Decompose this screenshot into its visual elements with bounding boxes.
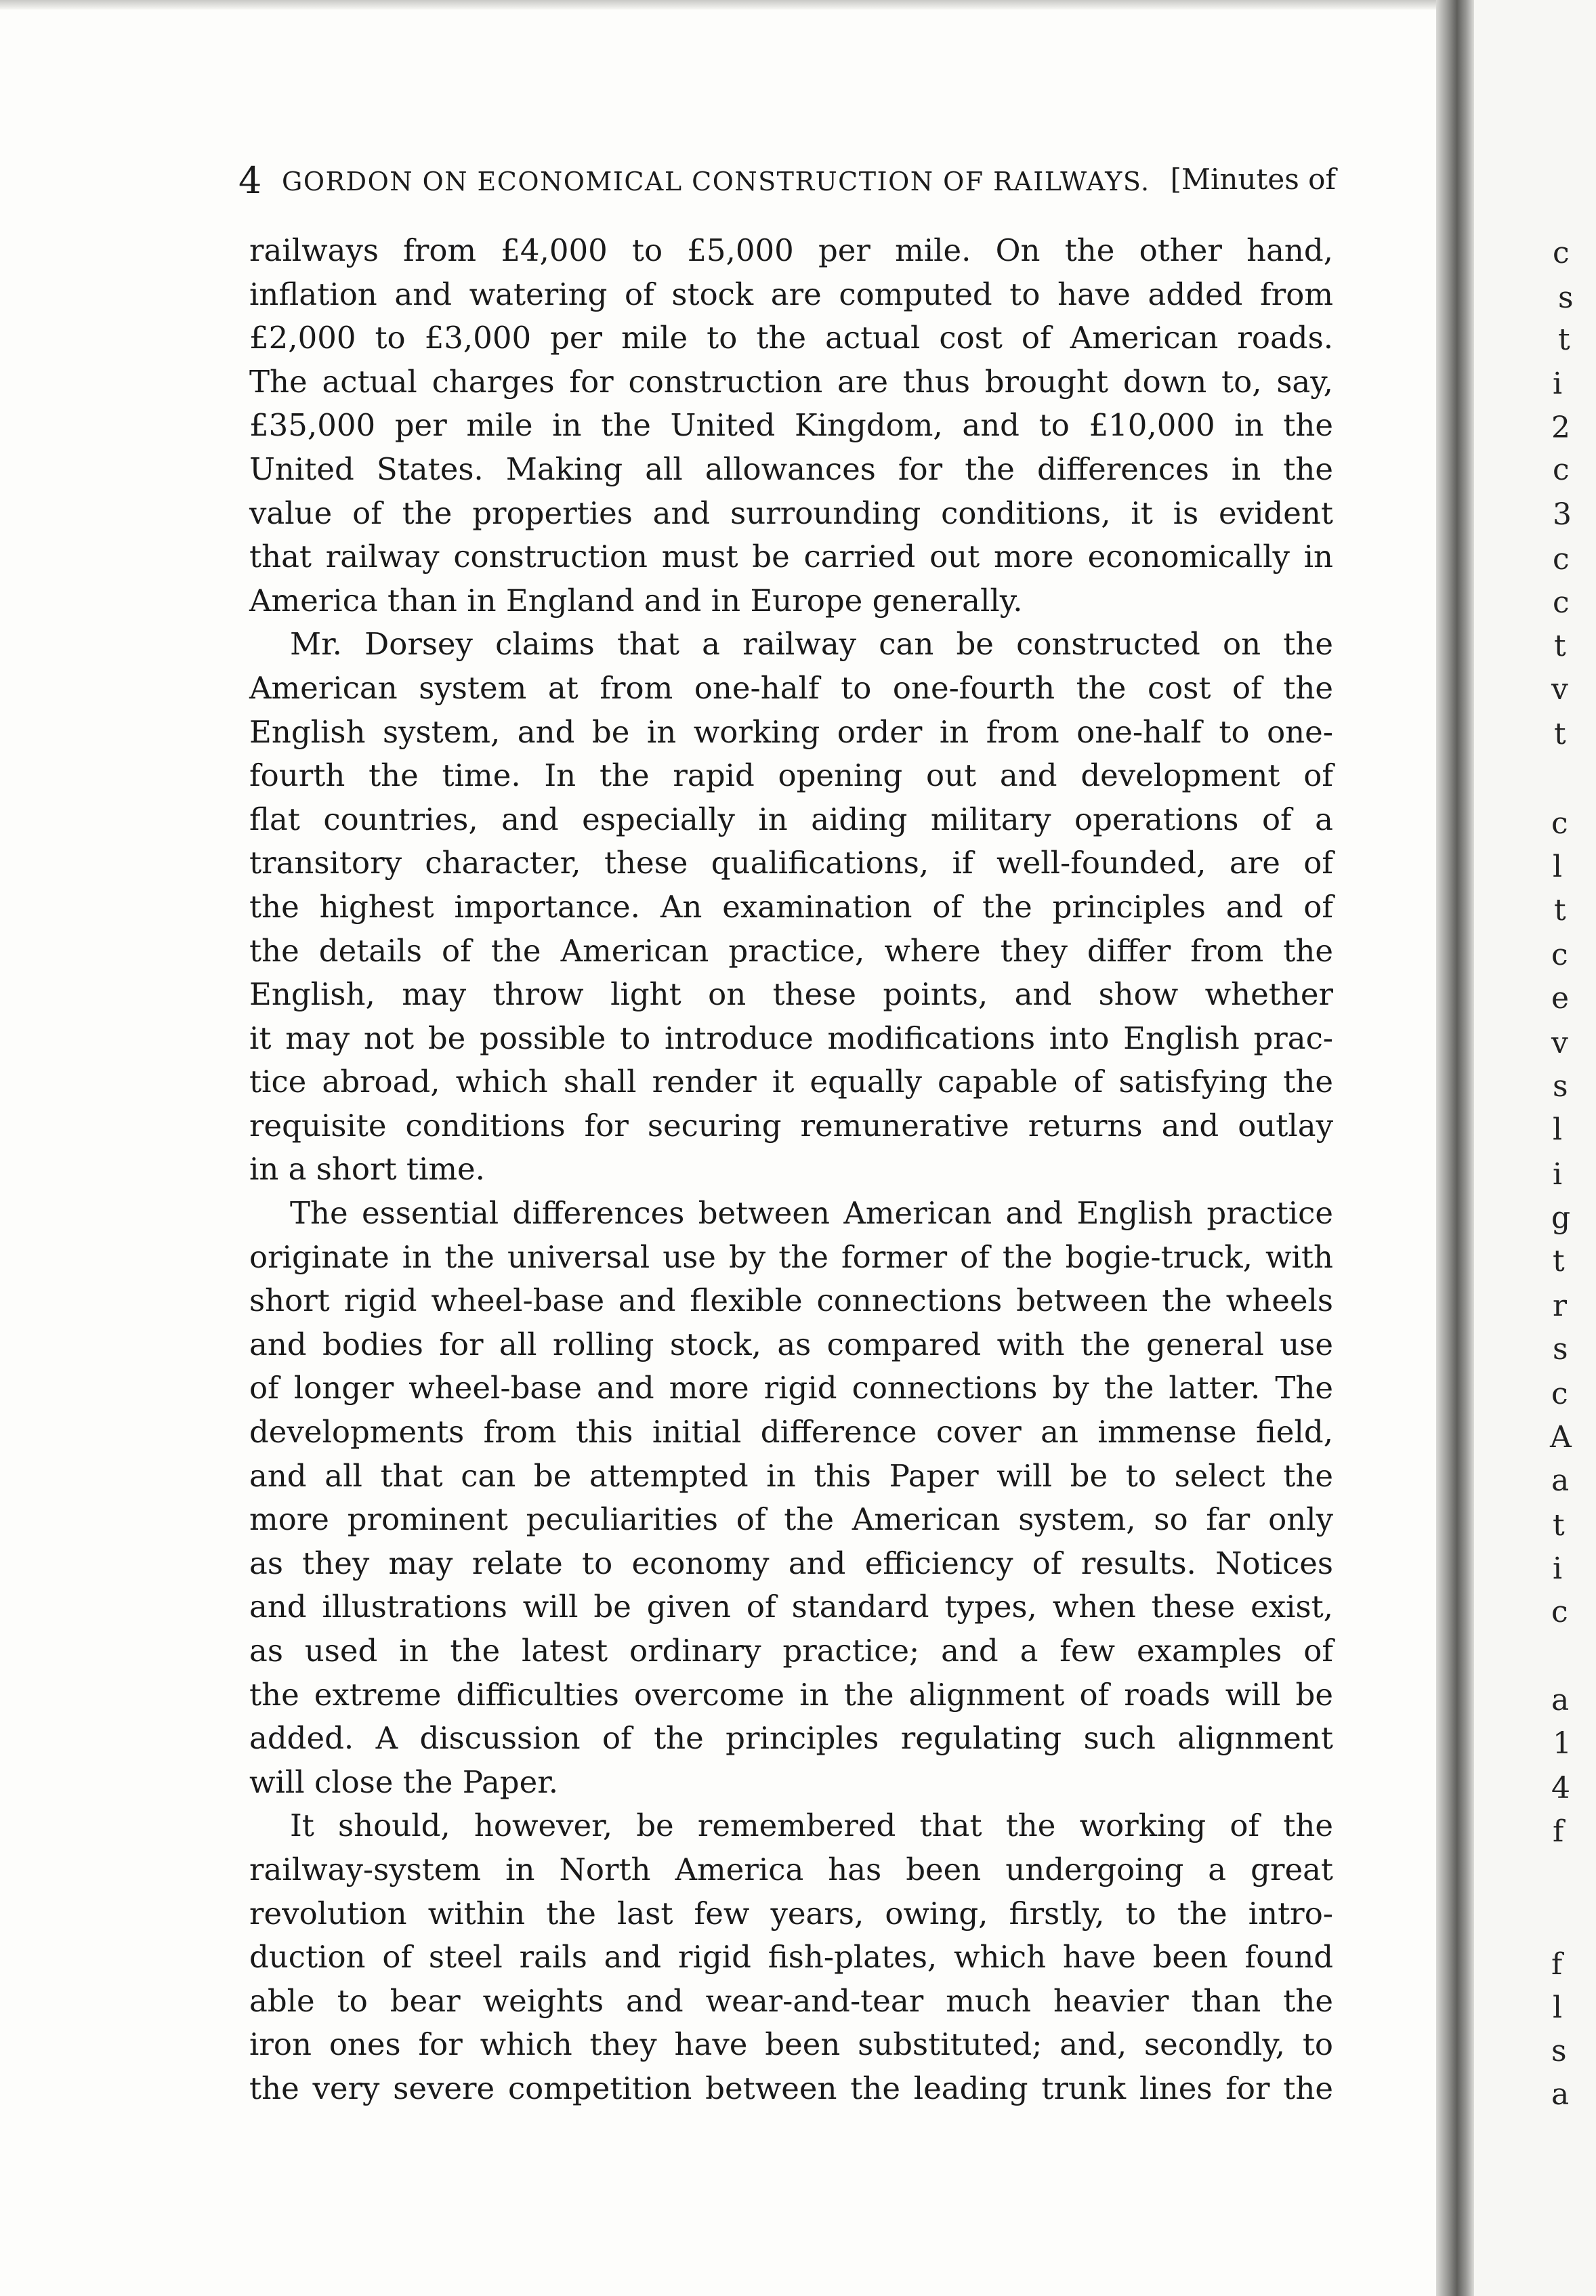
text-line: tice abroad, which shall render it equally capable of satisfying the (249, 1064, 1333, 1100)
text-line: in a short time. (249, 1151, 485, 1188)
facing-page-fragment: 1 (1553, 1726, 1572, 1761)
facing-page-fragment: s (1553, 1332, 1568, 1366)
facing-page-fragment: c (1553, 453, 1570, 487)
facing-page-fragment: r (1553, 1289, 1568, 1323)
facing-page-fragment: t (1554, 893, 1566, 927)
facing-page-fragment: g (1551, 1201, 1571, 1235)
text-line: added. A discussion of the principles regulating such alignment (249, 1720, 1333, 1757)
facing-page-fragment: l (1553, 1990, 1563, 2025)
facing-page-fragment: 2 (1551, 411, 1570, 445)
facing-page-fragment: a (1551, 2077, 1570, 2112)
running-head-note: [Minutes of (1170, 163, 1336, 196)
text-line: flat countries, and especially in aiding military operations of a (249, 801, 1333, 837)
text-line: developments from this initial difference cover an immense field, (249, 1414, 1333, 1450)
text-line: American system at from one-half to one-fourth the cost of the (249, 669, 1333, 706)
text-line: the highest importance. An examination of the principles and of (249, 888, 1333, 925)
facing-page-fragment: v (1551, 1026, 1568, 1060)
text-line: £2,000 to £3,000 per mile to the actual cost of American roads. (249, 320, 1333, 356)
text-line: of longer wheel-base and more rigid connections by the latter. The (249, 1370, 1333, 1406)
text-line: the extreme difficulties overcome in the alignment of roads will be (249, 1676, 1333, 1713)
body-text (249, 229, 1333, 2111)
text-line: more prominent peculiarities of the American system, so far only (249, 1501, 1333, 1538)
running-title: GORDON ON ECONOMICAL CONSTRUCTION OF RAILWAYS. (282, 167, 1150, 196)
running-head (238, 157, 1336, 205)
facing-page-fragment: l (1553, 850, 1563, 884)
text-line: transitory character, these qualifications, if well-founded, are of (249, 845, 1333, 881)
text-line: iron ones for which they have been substituted; and, secondly, to (249, 2026, 1333, 2063)
text-line: requisite conditions for securing remunerative returns and outlay (249, 1107, 1333, 1144)
facing-page-fragment: s (1551, 2034, 1567, 2068)
facing-page-fragment: i (1553, 1551, 1563, 1586)
text-line: short rigid wheel-base and flexible connections between the wheels (249, 1282, 1333, 1319)
text-line: the details of the American practice, where they differ from the (249, 932, 1333, 969)
text-line: United States. Making all allowances for the differences in the (249, 451, 1333, 487)
facing-page-fragment: c (1551, 938, 1568, 972)
facing-page-fragment: t (1553, 1244, 1565, 1278)
text-line: the very severe competition between the leading trunk lines for the (249, 2070, 1333, 2106)
facing-page-fragment: c (1553, 585, 1570, 620)
text-line: It should, however, be remembered that the working of the (290, 1808, 1333, 1844)
text-line: Mr. Dorsey claims that a railway can be constructed on the (290, 626, 1333, 663)
binding-gutter (1436, 0, 1474, 2296)
text-line: value of the properties and surrounding conditions, it is evident (249, 495, 1333, 531)
page-number: 4 (238, 159, 262, 202)
text-line: The actual charges for construction are thus brought down to, say, (249, 363, 1333, 400)
facing-page-fragment: t (1553, 1508, 1565, 1543)
text-line: as they may relate to economy and efficiency of results. Notices (249, 1545, 1333, 1581)
text-line: English system, and be in working order in from one-half to one- (249, 713, 1333, 750)
facing-page-fragment: t (1554, 717, 1566, 751)
text-line: fourth the time. In the rapid opening out and development of (249, 757, 1333, 794)
facing-page-fragment: i (1553, 367, 1563, 401)
text-line: £35,000 per mile in the United Kingdom, and to £10,000 in the (249, 407, 1333, 444)
text-line: will close the Paper. (249, 1763, 559, 1800)
text-line: originate in the universal use by the former of the bogie-truck, with (249, 1238, 1333, 1275)
paragraph (249, 623, 1333, 1192)
facing-page-fragment: 3 (1553, 497, 1572, 532)
facing-page-fragment: a (1551, 1463, 1570, 1498)
text-line: it may not be possible to introduce modifications into English prac- (249, 1020, 1333, 1056)
facing-page-fragment: a (1551, 1683, 1570, 1717)
text-line: able to bear weights and wear-and-tear much heavier than the (249, 1982, 1333, 2019)
text-line: railway-system in North America has been undergoing a great (249, 1851, 1333, 1887)
facing-page-fragment: s (1558, 280, 1574, 315)
facing-page-fragment: 4 (1551, 1771, 1570, 1806)
facing-page-edge (1474, 0, 1596, 2296)
facing-page-fragment: c (1551, 806, 1568, 841)
text-line: revolution within the last few years, owing, firstly, to the intro- (249, 1895, 1333, 1932)
text-line: and illustrations will be given of standard types, when these exist, (249, 1589, 1333, 1625)
text-line: The essential differences between American and English practice (290, 1195, 1333, 1232)
text-line: and bodies for all rolling stock, as compared with the general use (249, 1326, 1333, 1362)
paragraph (249, 1192, 1333, 1804)
text-line: as used in the latest ordinary practice; and a few examples of (249, 1633, 1333, 1669)
text-line: America than in England and in Europe generally. (249, 582, 1023, 619)
facing-page-fragment: i (1553, 1157, 1563, 1192)
facing-page-fragment: t (1558, 322, 1570, 357)
facing-page-fragment: c (1553, 542, 1570, 577)
text-line: inflation and watering of stock are computed to have added from (249, 276, 1333, 312)
facing-page-fragment: v (1551, 672, 1568, 707)
text-line: railways from £4,000 to £5,000 per mile. On the other hand, (249, 232, 1333, 268)
page-top-edge (0, 0, 1436, 9)
facing-page-fragment: c (1551, 1595, 1568, 1629)
paragraph (249, 229, 1333, 623)
facing-page-fragment: l (1553, 1112, 1563, 1147)
text-line: that railway construction must be carried out more economically in (249, 539, 1333, 575)
facing-page-fragment: f (1553, 1814, 1564, 1849)
text-line: and all that can be attempted in this Paper will be to select the (249, 1457, 1333, 1494)
facing-page-fragment: t (1554, 629, 1566, 663)
facing-page-fragment: c (1551, 1377, 1568, 1411)
facing-page-fragment: s (1553, 1069, 1568, 1104)
facing-page-fragment: e (1551, 981, 1570, 1016)
text-line: English, may throw light on these points, and show whether (249, 976, 1333, 1013)
text-line: duction of steel rails and rigid fish-plates, which have been found (249, 1939, 1333, 1976)
facing-page-fragment: c (1553, 236, 1570, 270)
facing-page-fragment: f (1551, 1947, 1563, 1982)
facing-page-fragment: A (1550, 1420, 1572, 1455)
paragraph (249, 1804, 1333, 2110)
